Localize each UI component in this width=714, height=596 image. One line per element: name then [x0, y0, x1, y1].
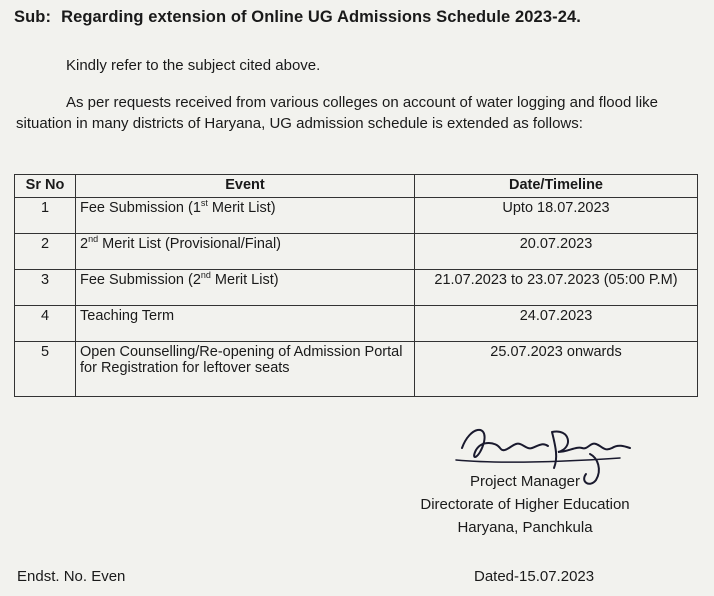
table-row	[15, 342, 698, 397]
cell-event: Open Counselling/Re-opening of Admission Portal for Registration for leftover seats	[76, 342, 415, 397]
signatory-location: Haryana, Panchkula	[457, 519, 593, 536]
table-row	[15, 270, 698, 306]
endorsement-number: Endst. No. Even	[17, 568, 126, 585]
cell-event: 2nd Merit List (Provisional/Final)	[76, 234, 415, 270]
table-row	[15, 198, 698, 234]
signatory-designation: Project Manager	[469, 473, 581, 490]
subject-line	[14, 8, 581, 27]
cell-event: Teaching Term	[76, 306, 415, 342]
cell-event: Fee Submission (1st Merit List)	[76, 198, 415, 234]
table-header-row	[15, 175, 698, 198]
cell-sr: 3	[15, 270, 76, 306]
table-row	[15, 306, 698, 342]
cell-sr: 1	[15, 198, 76, 234]
header-event: Event	[76, 175, 415, 198]
header-sr-no: Sr No	[15, 175, 76, 198]
body-paragraph: As per requests received from various colleges on account of water logging and flood like situation in many districts of Haryana, UG admission schedule is extended as follows:	[16, 94, 658, 132]
cell-date: 20.07.2023	[415, 234, 698, 270]
table-row	[15, 234, 698, 270]
cell-event: Fee Submission (2nd Merit List)	[76, 270, 415, 306]
cell-date: 25.07.2023 onwards	[415, 342, 698, 397]
intro-paragraph: Kindly refer to the subject cited above.	[66, 57, 321, 74]
cell-sr: 2	[15, 234, 76, 270]
dated-text: Dated-15.07.2023	[474, 568, 595, 585]
cell-date: Upto 18.07.2023	[415, 198, 698, 234]
schedule-table	[14, 174, 698, 397]
cell-date: 24.07.2023	[415, 306, 698, 342]
cell-date: 21.07.2023 to 23.07.2023 (05:00 P.M)	[415, 270, 698, 306]
signatory-block	[400, 470, 650, 539]
subject-text: Regarding extension of Online UG Admissions Schedule 2023-24.	[61, 8, 581, 26]
header-date: Date/Timeline	[415, 175, 698, 198]
subject-label: Sub:	[14, 8, 52, 26]
cell-sr: 4	[15, 306, 76, 342]
signatory-office: Directorate of Higher Education	[420, 496, 630, 513]
cell-sr: 5	[15, 342, 76, 397]
